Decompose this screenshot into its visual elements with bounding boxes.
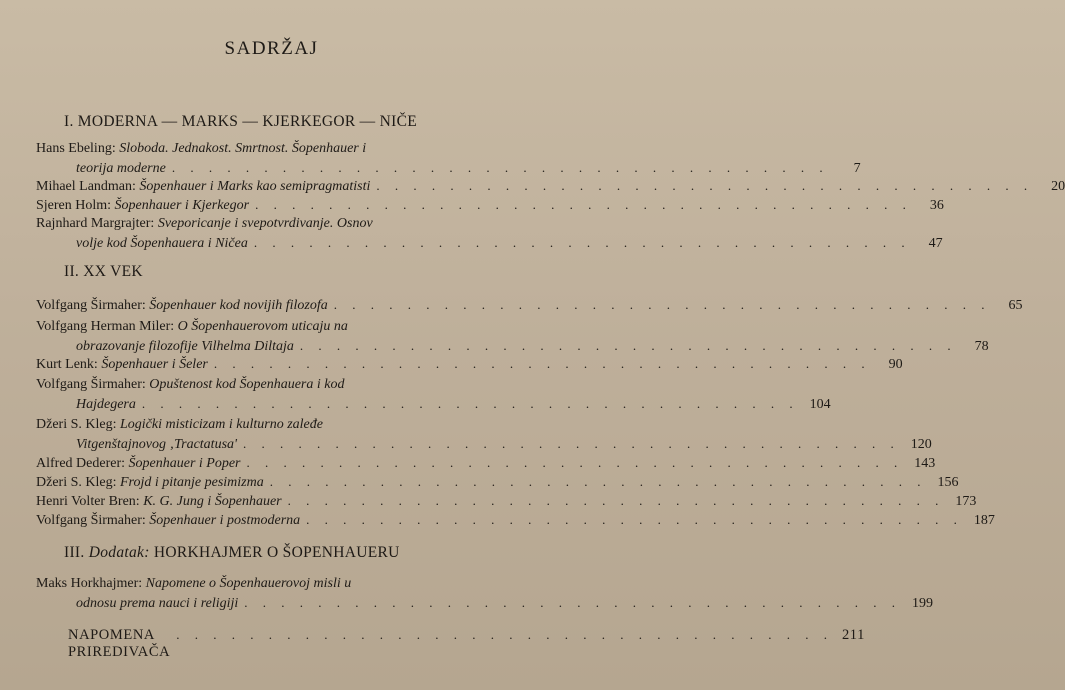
entry-page: 65 [1008, 298, 1023, 313]
entry-author: Kurt Lenk: [36, 357, 98, 372]
entry-page: 104 [809, 397, 831, 412]
entry-author: Džeri S. Kleg: [36, 417, 117, 432]
page-title: SADRŽAJ [224, 38, 319, 59]
dot-leader: . . . . . . . . . . . . . . . . . . . . . . . . . . . . . . . . . . . . [243, 436, 900, 451]
entry-title-cont: teorija moderne [76, 161, 166, 176]
dot-leader: . . . . . . . . . . . . . . . . . . . . . . . . . . . . . . . . . . . . [287, 493, 945, 508]
entry-author: Volfgang Širmaher: [36, 377, 146, 392]
entry-title: Frojd i pitanje pesimizma [119, 475, 264, 490]
list-item [36, 140, 861, 178]
section-heading-2: II. XX VEK [64, 263, 143, 280]
entry-title-cont: odnosu prema nauci i religiji [76, 596, 239, 611]
entry-title: Šopenhauer i Poper [128, 456, 241, 471]
dot-leader: . . . . . . . . . . . . . . . . . . . . . . . . . . . . . . . . . . . . [176, 627, 833, 642]
entry-title: O Šopenhauerovom uticaju na [177, 319, 348, 334]
entry-author: Džeri S. Kleg: [36, 475, 117, 490]
list-item [36, 376, 831, 414]
entry-author: Volfgang Herman Miler: [36, 319, 175, 334]
dot-leader: . . . . . . . . . . . . . . . . . . . . . . . . . . . . . . . . . . . . [213, 356, 871, 371]
entry-title-cont: Vitgenštajnovog ‚Tractatusa' [76, 437, 238, 452]
section-heading-1: I. MODERNA — MARKS — KJERKEGOR — NIČE [64, 113, 417, 130]
entry-page: 7 [853, 161, 861, 176]
entry-title: Napomene o Šopenhauerovoj misli u [145, 576, 352, 591]
entry-author: Volfgang Širmaher: [36, 513, 146, 528]
entry-title: Šopenhauer i Marks kao semipragmatisti [139, 179, 371, 194]
editor-note-entry [68, 627, 865, 661]
list-item [36, 575, 934, 613]
entry-page: 143 [914, 456, 936, 471]
section-heading-3 [64, 544, 400, 562]
entry-title: Sveporicanje i svepotvrdivanje. Osnov [157, 216, 373, 231]
entry-page: 90 [888, 357, 903, 372]
dot-leader: . . . . . . . . . . . . . . . . . . . . . . . . . . . . . . . . . . . . [253, 235, 911, 250]
entry-title: Opuštenost kod Šopenhauera i kod [149, 377, 345, 392]
section-prefix-italic: Dodatak: [88, 544, 150, 561]
list-item [36, 196, 944, 215]
dot-leader: . . . . . . . . . . . . . . . . . . . . . . . . . . . . . . . . . . . . [376, 178, 1034, 193]
list-item [36, 416, 932, 454]
entry-title: K. G. Jung i Šopenhauer [143, 494, 282, 509]
list-item [36, 492, 977, 511]
dot-leader: . . . . . . . . . . . . . . . . . . . . . . . . . . . . . . . . . . . . [141, 396, 799, 411]
entry-author: Sjeren Holm: [36, 198, 112, 213]
entry-author: Volfgang Širmaher: [36, 298, 146, 313]
entry-title-cont: Hajdegera [76, 397, 136, 412]
entry-title: Šopenhauer kod novijih filozofa [149, 298, 328, 313]
entry-page: 173 [955, 494, 977, 509]
list-item [36, 454, 936, 473]
entry-page: 120 [910, 437, 932, 452]
list-item [36, 318, 989, 356]
dot-leader: . . . . . . . . . . . . . . . . . . . . . . . . . . . . . . . . . . . . [333, 297, 991, 312]
dot-leader: . . . . . . . . . . . . . . . . . . . . . . . . . . . . . . . . . . . . [306, 512, 963, 527]
editor-note-label: NAPOMENA PRIREDIVAČA [68, 627, 171, 660]
entry-page: 187 [973, 513, 995, 528]
entry-title: Šopenhauer i Šeler [101, 357, 208, 372]
dot-leader: . . . . . . . . . . . . . . . . . . . . . . . . . . . . . . . . . . . . [244, 595, 902, 610]
dot-leader: . . . . . . . . . . . . . . . . . . . . . . . . . . . . . . . . . . . . [255, 197, 912, 212]
entry-author: Alfred Dederer: [36, 456, 126, 471]
entry-title: Sloboda. Jednakost. Smrtnost. Šopenhauer i [119, 141, 367, 156]
entry-author: Hans Ebeling: [36, 141, 116, 156]
entry-page: 47 [928, 236, 943, 251]
list-item [36, 215, 943, 253]
entry-page: 199 [912, 596, 934, 611]
entry-title: Šopenhauer i Kjerkegor [114, 198, 250, 213]
entry-author: Maks Horkhajmer: [36, 576, 143, 591]
entry-page: 20 [1051, 179, 1065, 194]
list-item [36, 177, 1065, 196]
list-item [36, 511, 995, 530]
entry-author: Rajnhard Margrajter: [36, 216, 155, 231]
entry-page: 78 [974, 339, 989, 354]
entry-page: 36 [929, 198, 944, 213]
dot-leader: . . . . . . . . . . . . . . . . . . . . . . . . . . . . . . . . . . . . [171, 160, 829, 175]
dot-leader: . . . . . . . . . . . . . . . . . . . . . . . . . . . . . . . . . . . . [246, 455, 904, 470]
entry-title-cont: obrazovanje filozofije Vilhelma Diltaja [76, 339, 294, 354]
dot-leader: . . . . . . . . . . . . . . . . . . . . . . . . . . . . . . . . . . . . [299, 338, 957, 353]
entry-title-cont: volje kod Šopenhauera i Ničea [76, 236, 248, 251]
entry-title: Šopenhauer i postmoderna [149, 513, 301, 528]
list-item [36, 296, 1023, 315]
section-title: HORKHAJMER O ŠOPENHAUERU [153, 544, 400, 561]
entry-author: Henri Volter Bren: [36, 494, 140, 509]
dot-leader: . . . . . . . . . . . . . . . . . . . . . . . . . . . . . . . . . . . . [269, 474, 927, 489]
entry-page: 156 [937, 475, 959, 490]
section-number: III. [64, 544, 85, 561]
entry-author: Mihael Landman: [36, 179, 136, 194]
entry-title: Logički misticizam i kulturno zaleđe [119, 417, 323, 432]
list-item [36, 355, 903, 374]
list-item [36, 473, 959, 492]
editor-note-page: 211 [841, 627, 865, 643]
